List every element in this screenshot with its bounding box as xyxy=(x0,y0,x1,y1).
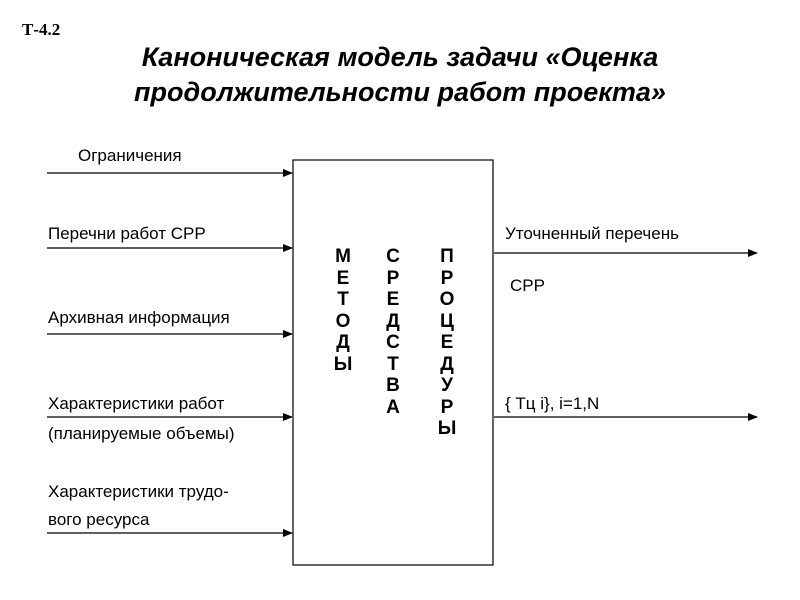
column-means-letter: С xyxy=(386,246,400,267)
column-procedures-letter: Ы xyxy=(437,418,457,439)
column-procedures-letter: О xyxy=(439,289,455,310)
title-line-1: Каноническая модель задачи «Оценка xyxy=(141,42,659,72)
column-procedures-letter: Д xyxy=(440,353,454,375)
column-procedures xyxy=(435,246,459,440)
output-label-refined-list-2: СРР xyxy=(510,276,545,295)
column-means-letter: В xyxy=(386,375,400,396)
output-label-durations: { Тц i}, i=1,N xyxy=(505,394,600,413)
column-methods-letter: М xyxy=(335,246,351,267)
title-line-2: продолжительности работ проекта» xyxy=(134,77,666,107)
slide-number: Т-4.2 xyxy=(22,20,61,39)
column-means-letter: Е xyxy=(386,289,400,310)
column-methods xyxy=(331,246,355,375)
input-label-work-characteristics-1: Характеристики работ xyxy=(48,394,225,413)
input-label-labor-resource-1: Характеристики трудо- xyxy=(48,482,229,501)
input-label-work-lists: Перечни работ СРР xyxy=(48,224,206,243)
column-means-letter: Р xyxy=(386,267,400,289)
column-methods-letter: Т xyxy=(337,289,349,310)
column-procedures-letter: П xyxy=(440,246,454,267)
column-methods-letter: Е xyxy=(336,267,350,289)
column-procedures-letter: Р xyxy=(440,267,454,289)
input-label-work-characteristics-2: (планируемые объемы) xyxy=(48,424,235,443)
column-procedures-letter: У xyxy=(441,375,453,396)
input-label-archive: Архивная информация xyxy=(48,308,230,327)
column-means-letter: А xyxy=(386,396,400,418)
column-methods-letter: О xyxy=(335,310,351,332)
column-means xyxy=(381,246,405,418)
column-means-letter: Д xyxy=(386,310,400,332)
input-label-labor-resource-2: вого ресурса xyxy=(48,510,150,529)
column-means-letter: Т xyxy=(387,353,399,375)
column-means-letter: С xyxy=(386,332,400,353)
column-methods-letter: Ы xyxy=(333,353,353,375)
output-label-refined-list-1: Уточненный перечень xyxy=(505,224,679,243)
input-label-constraints: Ограничения xyxy=(78,146,182,165)
column-procedures-letter: Ц xyxy=(440,310,454,332)
column-procedures-letter: Р xyxy=(440,396,454,418)
column-methods-letter: Д xyxy=(336,332,350,353)
column-procedures-letter: Е xyxy=(440,332,454,353)
